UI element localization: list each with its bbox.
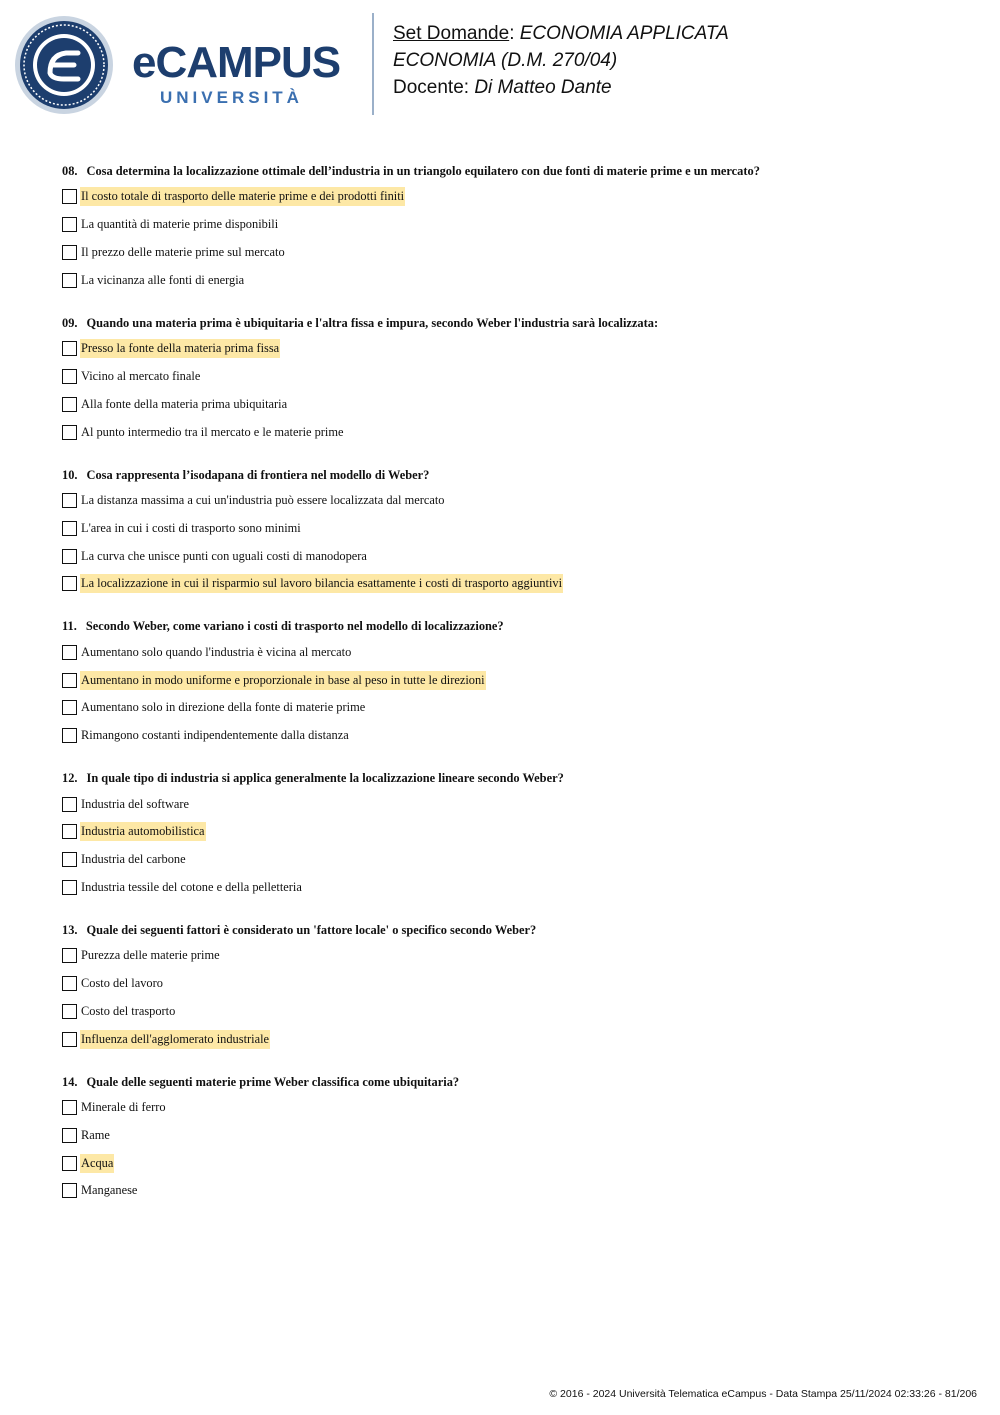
answer-checkbox[interactable] — [62, 521, 77, 536]
logo-subtitle: UNIVERSITÀ — [160, 88, 303, 107]
answer-option[interactable] — [62, 874, 962, 902]
question-block — [62, 159, 962, 294]
answer-checkbox[interactable] — [62, 425, 77, 440]
answer-label: L'area in cui i costi di trasporto sono minimi — [81, 520, 301, 535]
set-label: Set Domande — [393, 23, 510, 44]
question-text: Quale delle seguenti materie prime Weber classifica come ubiquitaria? — [86, 1074, 460, 1089]
answer-label: Rame — [81, 1127, 110, 1142]
answer-checkbox[interactable] — [62, 245, 77, 260]
answer-checkbox[interactable] — [62, 824, 77, 839]
teacher-name: Di Matteo Dante — [474, 77, 612, 98]
answer-checkbox[interactable] — [62, 189, 77, 204]
answer-checkbox[interactable] — [62, 1156, 77, 1171]
question-number: 09. — [62, 315, 78, 330]
page-footer: © 2016 - 2024 Università Telematica eCampus - Data Stampa 25/11/2024 02:33:26 - 81/206 — [549, 1388, 977, 1400]
answer-checkbox[interactable] — [62, 341, 77, 356]
answer-checkbox[interactable] — [62, 728, 77, 743]
answer-label: Industria del carbone — [81, 852, 186, 867]
answer-option[interactable] — [62, 846, 962, 874]
answer-option[interactable] — [62, 818, 962, 846]
answer-checkbox[interactable] — [62, 852, 77, 867]
answer-option[interactable] — [62, 418, 962, 446]
answer-checkbox[interactable] — [62, 493, 77, 508]
answer-option[interactable] — [62, 211, 962, 239]
page-header — [0, 0, 1000, 130]
answer-option[interactable] — [62, 514, 962, 542]
answer-checkbox[interactable] — [62, 700, 77, 715]
question-number: 11. — [62, 619, 77, 634]
answer-option[interactable] — [62, 1094, 962, 1122]
answer-option[interactable] — [62, 183, 962, 211]
correct-answer-label: Presso la fonte della materia prima fissa — [80, 339, 280, 358]
answer-option[interactable] — [62, 390, 962, 418]
answer-label: Alla fonte della materia prima ubiquitaria — [81, 396, 288, 411]
answer-option[interactable] — [62, 970, 962, 998]
answer-checkbox[interactable] — [62, 273, 77, 288]
question-text: Quando una materia prima è ubiquitaria e l'altra fissa e impura, secondo Weber l'industria sarà localizzata: — [86, 315, 659, 330]
teacher-label: Docente: — [393, 77, 475, 98]
answer-checkbox[interactable] — [62, 645, 77, 660]
question-block — [62, 311, 962, 446]
answer-label: Costo del trasporto — [81, 1003, 176, 1018]
answer-checkbox[interactable] — [62, 976, 77, 991]
question-list — [62, 159, 962, 1221]
degree-name: ECONOMIA (D.M. 270/04) — [393, 50, 618, 71]
answer-label: Costo del lavoro — [81, 976, 163, 991]
answer-label: Aumentano solo quando l'industria è vicina al mercato — [81, 644, 352, 659]
answer-checkbox[interactable] — [62, 673, 77, 688]
question-title — [62, 311, 962, 335]
question-number: 14. — [62, 1074, 78, 1089]
answer-label: La distanza massima a cui un'industria può essere localizzata dal mercato — [81, 492, 445, 507]
question-title — [62, 918, 962, 942]
question-text: Cosa rappresenta l’isodapana di frontiera nel modello di Weber? — [86, 467, 430, 482]
answer-option[interactable] — [62, 942, 962, 970]
answer-option[interactable] — [62, 790, 962, 818]
answer-checkbox[interactable] — [62, 880, 77, 895]
correct-answer-label: Aumentano in modo uniforme e proporzionale in base al peso in tutte le direzioni — [80, 671, 486, 690]
answer-checkbox[interactable] — [62, 948, 77, 963]
answer-checkbox[interactable] — [62, 1004, 77, 1019]
question-text: Quale dei seguenti fattori è considerato un 'fattore locale' o specifico secondo Weber? — [86, 922, 537, 937]
answer-label: La curva che unisce punti con uguali costi di manodopera — [81, 548, 367, 563]
question-number: 10. — [62, 467, 78, 482]
logo-wordmark: eCAMPUS — [132, 38, 341, 87]
answer-checkbox[interactable] — [62, 1032, 77, 1047]
answer-label: La quantità di materie prime disponibili — [81, 217, 279, 232]
answer-option[interactable] — [62, 1121, 962, 1149]
course-name: ECONOMIA APPLICATA — [519, 23, 729, 44]
answer-option[interactable] — [62, 998, 962, 1026]
ecampus-logo — [132, 38, 362, 113]
answer-checkbox[interactable] — [62, 1128, 77, 1143]
answer-option[interactable] — [62, 1149, 962, 1177]
correct-answer-label: Il costo totale di trasporto delle materie prime e dei prodotti finiti — [80, 187, 405, 206]
answer-option[interactable] — [62, 239, 962, 267]
header-teacher-line — [393, 74, 729, 101]
question-block — [62, 766, 962, 901]
answer-checkbox[interactable] — [62, 797, 77, 812]
question-block — [62, 463, 962, 598]
answer-option[interactable] — [62, 638, 962, 666]
answer-label: Manganese — [81, 1183, 138, 1198]
question-title — [62, 1070, 962, 1094]
question-title — [62, 614, 962, 638]
answer-label: Al punto intermedio tra il mercato e le materie prime — [81, 424, 344, 439]
answer-label: Il prezzo delle materie prime sul mercato — [81, 244, 285, 259]
answer-option[interactable] — [62, 335, 962, 363]
answer-option[interactable] — [62, 666, 962, 694]
answer-label: La vicinanza alle fonti di energia — [81, 272, 245, 287]
answer-option[interactable] — [62, 542, 962, 570]
answer-checkbox[interactable] — [62, 369, 77, 384]
answer-option[interactable] — [62, 363, 962, 391]
question-text: Secondo Weber, come variano i costi di trasporto nel modello di localizzazione? — [85, 619, 504, 634]
question-number: 13. — [62, 922, 78, 937]
answer-option[interactable] — [62, 1177, 962, 1205]
correct-answer-label: Influenza dell'agglomerato industriale — [80, 1030, 270, 1049]
answer-label: Industria del software — [81, 796, 190, 811]
header-divider — [372, 13, 374, 115]
answer-label: Industria tessile del cotone e della pelletteria — [81, 879, 302, 894]
answer-label: Aumentano solo in direzione della fonte di materie prime — [81, 700, 366, 715]
answer-label: Vicino al mercato finale — [81, 368, 201, 383]
answer-label: Purezza delle materie prime — [81, 948, 220, 963]
question-number: 08. — [62, 164, 78, 178]
answer-checkbox[interactable] — [62, 217, 77, 232]
correct-answer-label: Acqua — [80, 1154, 114, 1173]
question-block — [62, 1070, 962, 1205]
answer-checkbox[interactable] — [62, 549, 77, 564]
header-set-line: Set Domande: ECONOMIA APPLICATA — [393, 23, 729, 44]
ecampus-seal-icon — [14, 15, 114, 115]
answer-checkbox[interactable] — [62, 576, 77, 591]
question-title — [62, 766, 962, 790]
answer-checkbox[interactable] — [62, 397, 77, 412]
answer-option[interactable] — [62, 1025, 962, 1053]
answer-label: Minerale di ferro — [81, 1100, 166, 1115]
answer-option[interactable] — [62, 487, 962, 515]
question-text: Cosa determina la localizzazione ottimale dell’industria in un triangolo equilatero con due fonti di materie prime e un mercato? — [86, 164, 760, 178]
answer-option[interactable] — [62, 694, 962, 722]
answer-checkbox[interactable] — [62, 1183, 77, 1198]
question-title — [62, 463, 962, 487]
question-number: 12. — [62, 771, 78, 786]
header-info — [393, 20, 729, 101]
answer-option[interactable] — [62, 570, 962, 598]
answer-option[interactable] — [62, 266, 962, 294]
header-degree-line — [393, 47, 729, 74]
answer-label: Rimangono costanti indipendentemente dalla distanza — [81, 728, 349, 743]
correct-answer-label: La localizzazione in cui il risparmio sul lavoro bilancia esattamente i costi di trasporto aggiuntivi — [80, 574, 563, 593]
answer-option[interactable] — [62, 722, 962, 750]
answer-checkbox[interactable] — [62, 1100, 77, 1115]
question-title — [62, 159, 962, 183]
question-block — [62, 918, 962, 1053]
question-block — [62, 614, 962, 749]
correct-answer-label: Industria automobilistica — [80, 822, 206, 841]
question-text: In quale tipo di industria si applica generalmente la localizzazione lineare secondo Weber? — [86, 771, 564, 786]
